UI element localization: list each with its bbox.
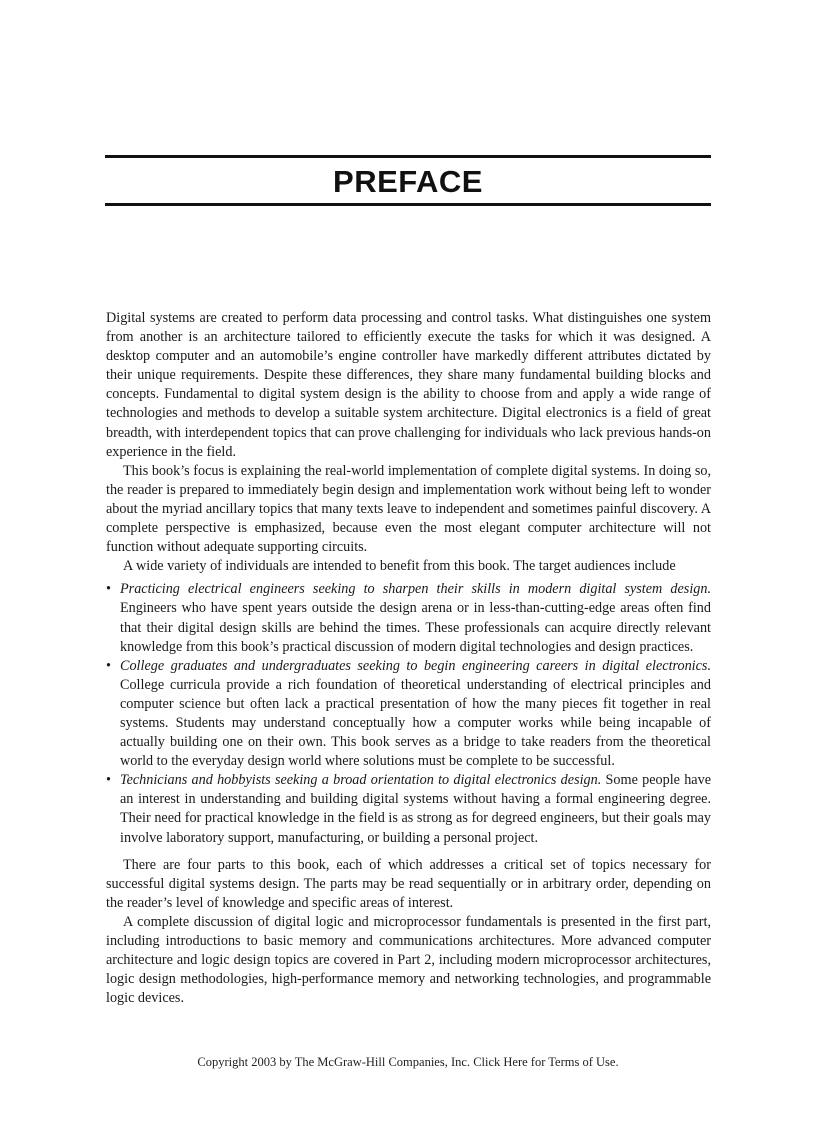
bullet-lead: Technicians and hobbyists seeking a broad orientation to digital electronics design. [120, 772, 602, 789]
page-title: PREFACE [333, 164, 483, 199]
bullet-body: Engineers who have spent years outside the design arena or in less-than-cutting-edge areas often find that their digital design skills are behind the times. These professionals can acquire directly relevant knowledge from this book’s practical discussion of modern digital technologies and design practices. [120, 600, 711, 655]
paragraph-intro: Digital systems are created to perform data processing and control tasks. What distinguishes one system from another is an architecture tailored to efficiently execute the tasks for which it was designed. A desktop computer and an automobile’s engine controller have markedly different attributes dictated by their unique requirements. Despite these differences, they share many fundamental building blocks and concepts. Fundamental to digital system design is the ability to choose from and apply a wide range of technologies and methods to develop a suitable system architecture. Digital electronics is a field of great breadth, with interdependent topics that can prove challenging for individuals who lack previous hands-on experience in the field. [106, 310, 711, 460]
bullet-lead: College graduates and undergraduates seeking to begin engineering careers in digital electronics. [120, 657, 711, 674]
list-item [106, 657, 711, 772]
paragraph-parts: There are four parts to this book, each of which addresses a critical set of topics necessary for successful digital systems design. The parts may be read sequentially or in arbitrary order, depending on the reader’s level of knowledge and specific areas of interest. [106, 856, 711, 911]
bullet-icon: • [106, 772, 111, 789]
bullet-icon: • [106, 657, 111, 674]
title-block [105, 155, 711, 206]
terms-of-use-link[interactable]: Click Here for Terms of Use. [473, 1055, 619, 1069]
preface-body [106, 309, 711, 1008]
bullet-body: College curricula provide a rich foundation of theoretical understanding of electrical principles and computer science but often lack a practical presentation of how the many pieces fit together in real systems. Students may understand conceptually how a computer works while being incapable of actually building one on their own. This book serves as a bridge to take readers from the theoretical world to the everyday design world where solutions must be complete to be successful. [120, 676, 711, 770]
audience-list [106, 580, 711, 847]
title-bottom-rule [105, 203, 711, 206]
list-item [106, 771, 711, 847]
list-item [106, 580, 711, 656]
paragraph-audiences: A wide variety of individuals are intended to benefit from this book. The target audiences include [123, 558, 676, 575]
bullet-body: Some people have an interest in understanding and building digital systems without having a formal engineering degree. Their need for practical knowledge in the field is as strong as for degreed engineers, but their goals may involve laboratory support, manufacturing, or building a personal project. [120, 772, 711, 846]
paragraph-part-details: A complete discussion of digital logic and microprocessor fundamentals is presented in the first part, including introductions to basic memory and communications architectures. More advanced computer architecture and logic design topics are covered in Part 2, including modern microprocessor architectures, logic design methodologies, high-performance memory and networking technologies, and programmable logic devices. [106, 913, 711, 1007]
paragraph-focus: This book’s focus is explaining the real-world implementation of complete digital systems. In doing so, the reader is prepared to immediately begin design and implementation work without being left to wonder about the myriad ancillary topics that many texts leave to independent and sometimes painful discovery. A complete perspective is emphasized, because even the most elegant computer architecture will not function without adequate supporting circuits. [106, 462, 711, 556]
page-footer [0, 1055, 816, 1070]
copyright-text: Copyright 2003 by The McGraw-Hill Companies, Inc. [197, 1055, 471, 1069]
bullet-icon: • [106, 581, 111, 598]
bullet-lead: Practicing electrical engineers seeking to sharpen their skills in modern digital system design. [120, 581, 711, 598]
